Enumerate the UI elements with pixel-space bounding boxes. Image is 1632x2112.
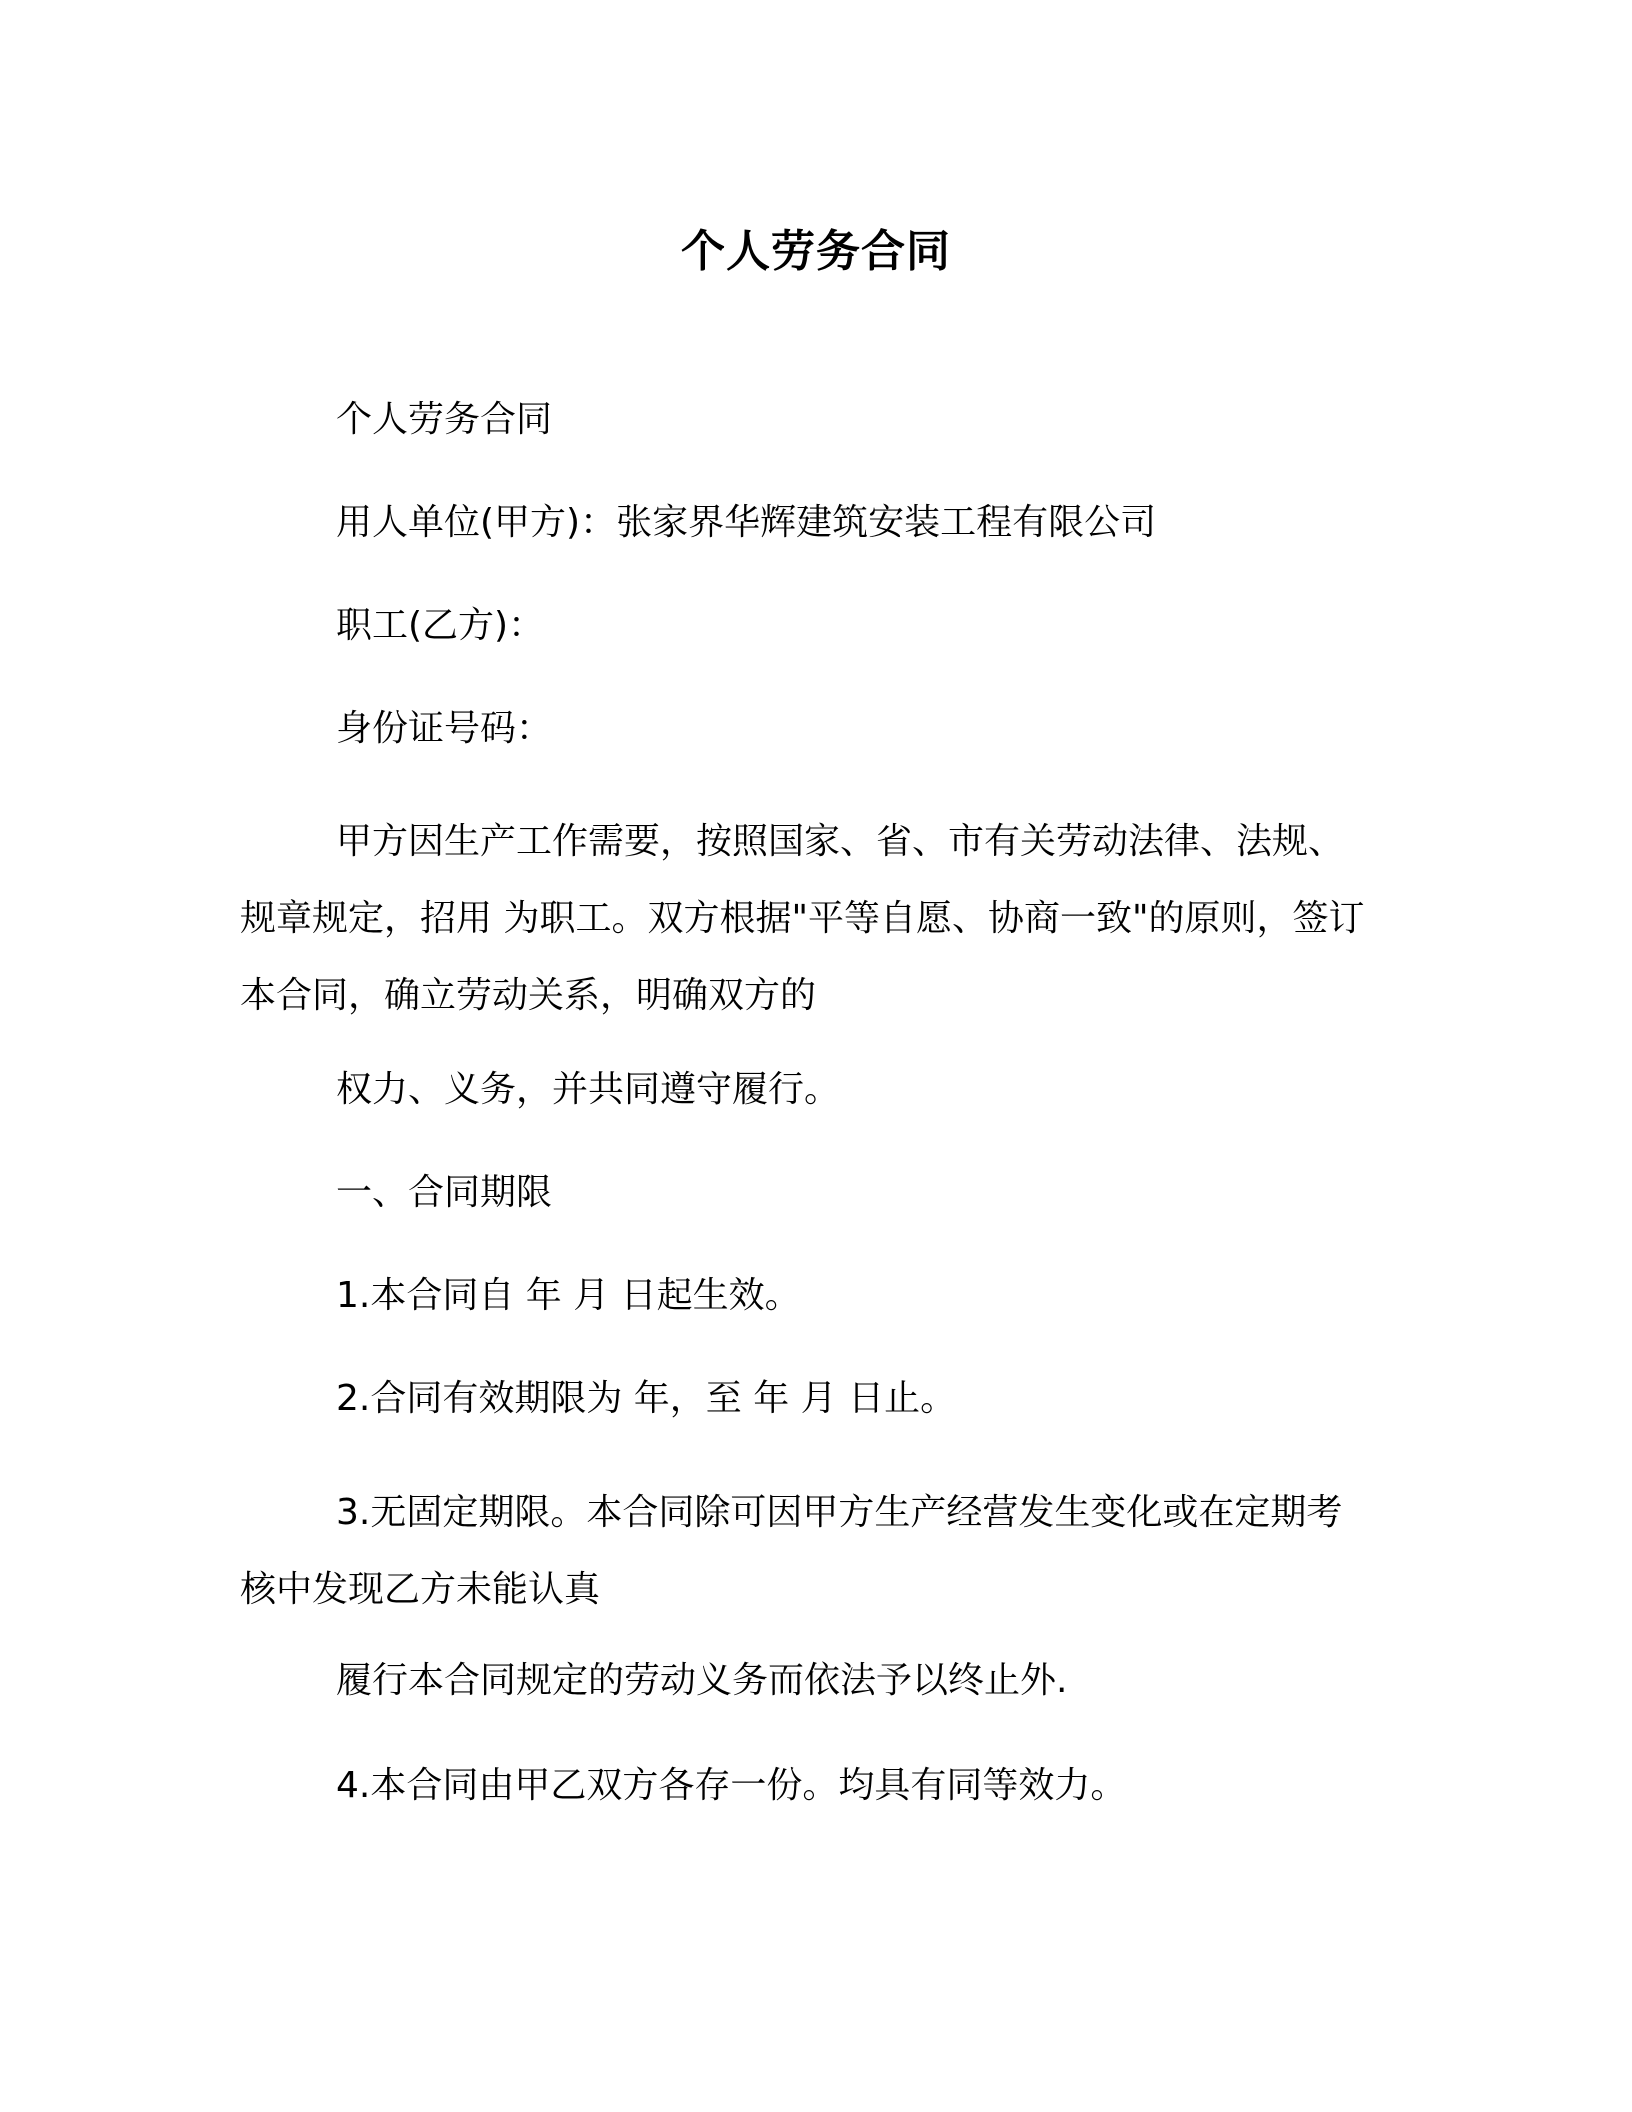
section-1-heading: 一、合同期限 <box>336 1172 553 1213</box>
clause-4: 4.本合同由甲乙双方各存一份。均具有同等效力。 <box>336 1765 1127 1806</box>
employee-line: 职工(乙方)： <box>336 605 545 646</box>
document-title: 个人劳务合同 <box>681 226 951 277</box>
intro-paragraph: 甲方因生产工作需要，按照国家、省、市有关劳动法律、法规、规章规定，招用 为职工。双方根据"平等自愿、协商一致"的原则，签订本合同，确立劳动关系，明确双方的 <box>240 821 1365 1016</box>
clause-3-continuation: 履行本合同规定的劳动义务而依法予以终止外. <box>336 1660 1068 1701</box>
id-number-line: 身份证号码： <box>336 708 553 749</box>
clause-3: 3.无固定期限。本合同除可因甲方生产经营发生变化或在定期考核中发现乙方未能认真 <box>240 1492 1343 1610</box>
employer-line: 用人单位(甲方)：张家界华辉建筑安装工程有限公司 <box>336 502 1157 543</box>
clause-2: 2.合同有效期限为 年，至 年 月 日止。 <box>336 1378 957 1419</box>
contract-heading: 个人劳务合同 <box>336 399 553 440</box>
clause-1: 1.本合同自 年 月 日起生效。 <box>336 1275 801 1316</box>
intro-continuation: 权力、义务，并共同遵守履行。 <box>336 1069 841 1110</box>
